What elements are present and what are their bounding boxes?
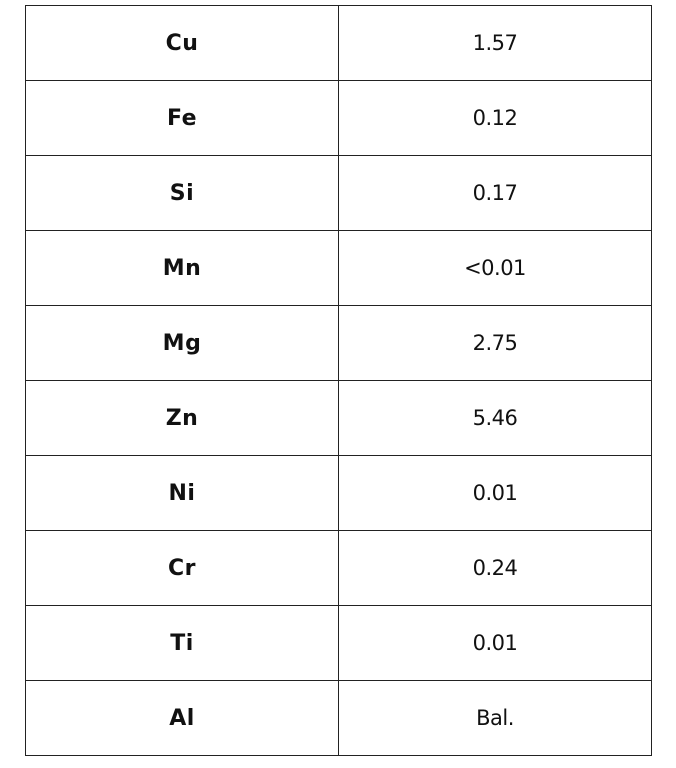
table-row [26,681,652,756]
value-cell: <0.01 [339,231,652,306]
element-cell: Al [26,681,339,756]
element-cell: Cr [26,531,339,606]
element-cell: Mn [26,231,339,306]
table-row [26,606,652,681]
table-row [26,456,652,531]
value-cell: 0.17 [339,156,652,231]
value-cell: 1.57 [339,6,652,81]
element-cell: Zn [26,381,339,456]
value-cell: 0.12 [339,81,652,156]
table-row [26,6,652,81]
element-cell: Ti [26,606,339,681]
composition-table [25,5,652,756]
element-cell: Ni [26,456,339,531]
value-cell: 2.75 [339,306,652,381]
value-cell: 5.46 [339,381,652,456]
element-cell: Mg [26,306,339,381]
value-cell: 0.01 [339,456,652,531]
value-cell: Bal. [339,681,652,756]
table-row [26,531,652,606]
value-cell: 0.24 [339,531,652,606]
element-cell: Fe [26,81,339,156]
element-cell: Cu [26,6,339,81]
table-row [26,156,652,231]
value-cell: 0.01 [339,606,652,681]
table-row [26,381,652,456]
table-row [26,81,652,156]
table-row [26,231,652,306]
element-cell: Si [26,156,339,231]
table-row [26,306,652,381]
